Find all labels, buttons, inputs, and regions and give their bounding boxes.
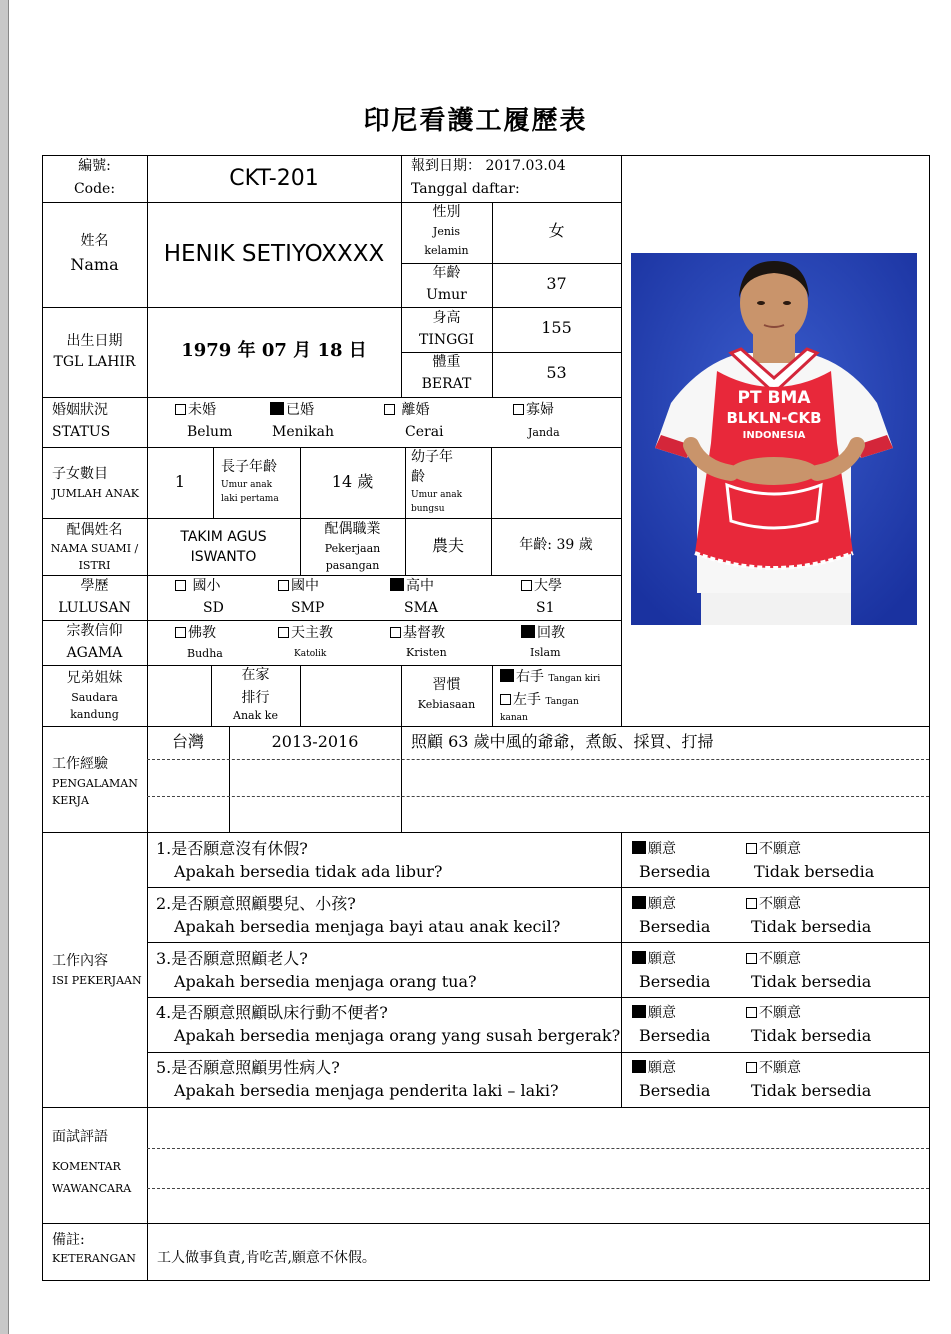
children-label-zh: 子女數目 [52, 466, 108, 482]
education-option-sma-id: SMA [404, 600, 439, 616]
habit-label-id: Kebiasaan [417, 698, 476, 711]
marital-option-single-id: Belum [187, 424, 233, 440]
code-value: CKT-201 [229, 166, 319, 191]
religion-option-budha-id: Budha [187, 647, 223, 660]
experience-row-period: 2013-2016 [271, 732, 359, 751]
checkbox-checked-icon [632, 1060, 646, 1073]
question-5-no-id: Tidak bersedia [751, 1081, 872, 1100]
checkbox-icon [746, 953, 757, 964]
question-1-zh: 1.是否願意沒有休假? [156, 839, 308, 858]
checkbox-icon [500, 694, 511, 705]
worker-photo-icon [631, 253, 917, 625]
interview-label-id1: KOMENTAR [52, 1160, 121, 1173]
youngest-label-id1: Umur anak [411, 490, 463, 500]
checkbox-checked-icon [270, 402, 284, 415]
page-edge [0, 0, 8, 1334]
eldest-label-id1: Umur anak [221, 480, 273, 490]
page-title: 印尼看護工履歷表 [363, 106, 588, 136]
question-1-no-id: Tidak bersedia [754, 862, 875, 881]
religion-option-katolik-id: Katolik [294, 649, 327, 659]
question-4-id: Apakah bersedia menjaga orang yang susah bergerak? [174, 1026, 621, 1045]
height-value: 155 [541, 318, 572, 337]
education-option-sma[interactable]: 高中 [390, 578, 434, 594]
question-1-yes[interactable]: 願意 [632, 841, 676, 857]
religion-option-budha[interactable]: 佛教 [175, 625, 216, 641]
question-5-zh: 5.是否願意照顧男性病人? [156, 1058, 340, 1077]
education-label-zh: 學歷 [80, 578, 109, 594]
checkbox-checked-icon [632, 1005, 646, 1018]
marital-option-married-id: Menikah [272, 424, 334, 440]
spouse-age: 年齡: 39 歲 [519, 537, 593, 553]
rank-label-zh1: 在家 [241, 667, 270, 683]
education-option-s1[interactable]: 大學 [521, 578, 562, 594]
question-1-yes-id: Bersedia [639, 862, 711, 881]
marital-option-divorced[interactable]: 離婚 [384, 402, 429, 418]
question-3-zh: 3.是否願意照顧老人? [156, 949, 308, 968]
education-label-id: LULUSAN [58, 600, 131, 616]
checkbox-checked-icon [632, 841, 646, 854]
remarks-label-id: KETERANGAN [52, 1252, 136, 1265]
remarks-label-zh: 備註: [52, 1232, 85, 1248]
name-label-id: Nama [70, 255, 119, 274]
spouse-job-value: 農夫 [431, 536, 464, 555]
habit-label-zh: 習慣 [432, 677, 461, 693]
spouse-job-label-zh: 配偶職業 [324, 521, 381, 537]
age-label-id: Umur [426, 287, 467, 303]
question-3-yes-id: Bersedia [639, 972, 711, 991]
checkbox-icon [175, 627, 186, 638]
education-option-sd-id: SD [203, 600, 224, 616]
question-4-no-id: Tidak bersedia [751, 1026, 872, 1045]
siblings-label-id2: kandung [70, 708, 119, 721]
education-option-smp[interactable]: 國中 [278, 578, 319, 594]
checkbox-checked-icon [521, 625, 535, 638]
question-2-id: Apakah bersedia menjaga bayi atau anak kecil? [174, 917, 561, 936]
marital-option-widow[interactable]: 寡婦 [513, 402, 554, 418]
birth-label-id: TGL LAHIR [53, 354, 136, 370]
marital-label-zh: 婚姻狀況 [52, 402, 108, 418]
question-4-yes-id: Bersedia [639, 1026, 711, 1045]
checkbox-icon [746, 843, 757, 854]
experience-label-id2: KERJA [52, 794, 89, 807]
apron-text-line1: PT BMA [737, 388, 811, 408]
question-5-id: Apakah bersedia menjaga penderita laki – laki? [174, 1081, 559, 1100]
youngest-label-id2: bungsu [411, 504, 445, 514]
religion-option-kristen[interactable]: 基督教 [390, 625, 445, 641]
checkbox-checked-icon [500, 669, 514, 682]
code-label-id: Code: [73, 181, 116, 197]
gender-label-id2: kelamin [424, 244, 469, 257]
weight-label-zh: 體重 [432, 354, 461, 370]
youngest-label-zh2: 齡 [411, 469, 425, 485]
checkbox-icon [746, 898, 757, 909]
gender-label-zh: 性別 [432, 204, 461, 220]
age-label-zh: 年齡 [432, 265, 461, 281]
question-5-yes[interactable]: 願意 [632, 1060, 676, 1076]
checkbox-icon [390, 627, 401, 638]
habit-left-hand[interactable]: 左手 Tangan [500, 692, 579, 708]
marital-option-single[interactable]: 未婚 [175, 402, 216, 418]
register-label-id: Tanggal daftar: [411, 181, 520, 197]
checkbox-icon [175, 580, 186, 591]
checkbox-checked-icon [632, 951, 646, 964]
remarks-value: 工人做事負責,肯吃苦,願意不休假。 [157, 1250, 376, 1266]
code-label-zh: 編號: [78, 158, 111, 174]
question-3-id: Apakah bersedia menjaga orang tua? [174, 972, 477, 991]
height-label-id: TINGGI [418, 332, 474, 348]
question-2-no-id: Tidak bersedia [751, 917, 872, 936]
habit-left-hand-id2: kanan [500, 713, 528, 723]
checkbox-icon [384, 404, 395, 415]
question-4-yes[interactable]: 願意 [632, 1005, 676, 1021]
apron-text-line2: BLKLN-CKB [726, 409, 822, 427]
question-5-no[interactable]: 不願意 [746, 1060, 801, 1076]
question-4-zh: 4.是否願意照顧臥床行動不便者? [156, 1003, 388, 1022]
birth-value: 1979 年 07 月 18 日 [181, 340, 367, 361]
question-2-zh: 2.是否願意照顧嬰兒、小孩? [156, 894, 356, 913]
spouse-job-label-id1: Pekerjaan [324, 542, 381, 555]
register-label-zh: 報到日期： [411, 158, 481, 174]
work-label-id: ISI PEKERJAAN [52, 974, 142, 987]
spouse-name-line1: TAKIM AGUS [180, 529, 267, 545]
age-value: 37 [546, 274, 567, 293]
interview-label-id2: WAWANCARA [52, 1182, 132, 1195]
weight-value: 53 [546, 363, 567, 382]
eldest-label-zh: 長子年齡 [221, 459, 277, 475]
religion-label-zh: 宗教信仰 [66, 623, 123, 639]
question-3-no-id: Tidak bersedia [751, 972, 872, 991]
spouse-label-id2: ISTRI [78, 559, 111, 572]
question-4-no[interactable]: 不願意 [746, 1005, 801, 1021]
checkbox-icon [278, 627, 289, 638]
religion-option-kristen-id: Kristen [406, 646, 447, 659]
marital-option-married[interactable]: 已婚 [270, 402, 314, 418]
apron-text-line3: INDONESIA [742, 430, 806, 441]
marital-label-id: STATUS [52, 424, 111, 440]
spouse-job-label-id2: pasangan [325, 559, 380, 572]
checkbox-icon [746, 1007, 757, 1018]
question-3-yes[interactable]: 願意 [632, 951, 676, 967]
experience-row-place: 台灣 [171, 732, 204, 751]
question-2-yes-id: Bersedia [639, 917, 711, 936]
question-1-id: Apakah bersedia tidak ada libur? [174, 862, 443, 881]
checkbox-icon [513, 404, 524, 415]
rank-label-id: Anak ke [233, 709, 278, 722]
experience-label-zh: 工作經驗 [52, 756, 108, 772]
checkbox-icon [278, 580, 289, 591]
education-option-s1-id: S1 [536, 600, 555, 616]
spouse-label-id1: NAMA SUAMI / [50, 542, 139, 555]
marital-option-divorced-id: Cerai [405, 424, 444, 440]
education-option-sd[interactable]: 國小 [175, 578, 220, 594]
checkbox-icon [521, 580, 532, 591]
religion-option-islam[interactable]: 回教 [521, 625, 565, 641]
page-edge-line [8, 0, 9, 1334]
name-value: HENIK SETIYOXXXX [163, 241, 385, 267]
interview-label-zh: 面試評語 [52, 1129, 108, 1145]
religion-label-id: AGAMA [66, 645, 123, 661]
question-3-no[interactable]: 不願意 [746, 951, 801, 967]
gender-label-id1: Jenis [432, 225, 461, 238]
marital-option-widow-id: Janda [528, 426, 560, 439]
siblings-label-zh: 兄弟姐妹 [66, 670, 123, 686]
height-label-zh: 身高 [432, 310, 461, 326]
register-date [411, 158, 566, 174]
checkbox-icon [175, 404, 186, 415]
work-label-zh: 工作內容 [52, 953, 108, 969]
checkbox-checked-icon [390, 578, 404, 591]
children-label-id: JUMLAH ANAK [52, 487, 140, 500]
spouse-name-line2: ISWANTO [190, 549, 257, 565]
eldest-label-id2: laki pertama [221, 494, 279, 504]
name-label-zh: 姓名 [80, 233, 109, 249]
worker-photo [631, 253, 917, 625]
rank-label-zh2: 排行 [241, 690, 270, 706]
question-5-yes-id: Bersedia [639, 1081, 711, 1100]
experience-row-desc: 照顧 63 歲中風的爺爺，煮飯、採買、打掃 [411, 732, 714, 751]
checkbox-checked-icon [632, 896, 646, 909]
education-option-smp-id: SMP [291, 600, 325, 616]
spouse-label-zh: 配偶姓名 [66, 522, 123, 538]
religion-option-katolik[interactable]: 天主教 [278, 625, 333, 641]
register-value: 2017.03.04 [485, 158, 566, 174]
checkbox-icon [746, 1062, 757, 1073]
eldest-value: 14 歲 [331, 472, 374, 491]
weight-label-id: BERAT [421, 376, 472, 392]
question-1-no[interactable]: 不願意 [746, 841, 801, 857]
question-2-yes[interactable]: 願意 [632, 896, 676, 912]
birth-label-zh: 出生日期 [66, 333, 123, 349]
religion-option-islam-id: Islam [530, 646, 561, 659]
experience-label-id1: PENGALAMAN [52, 777, 138, 790]
question-2-no[interactable]: 不願意 [746, 896, 801, 912]
gender-value: 女 [548, 221, 565, 240]
habit-right-hand[interactable]: 右手 Tangan kiri [500, 669, 600, 685]
siblings-label-id1: Saudara [71, 691, 118, 704]
youngest-label-zh1: 幼子年 [411, 449, 453, 465]
children-value: 1 [174, 472, 186, 491]
